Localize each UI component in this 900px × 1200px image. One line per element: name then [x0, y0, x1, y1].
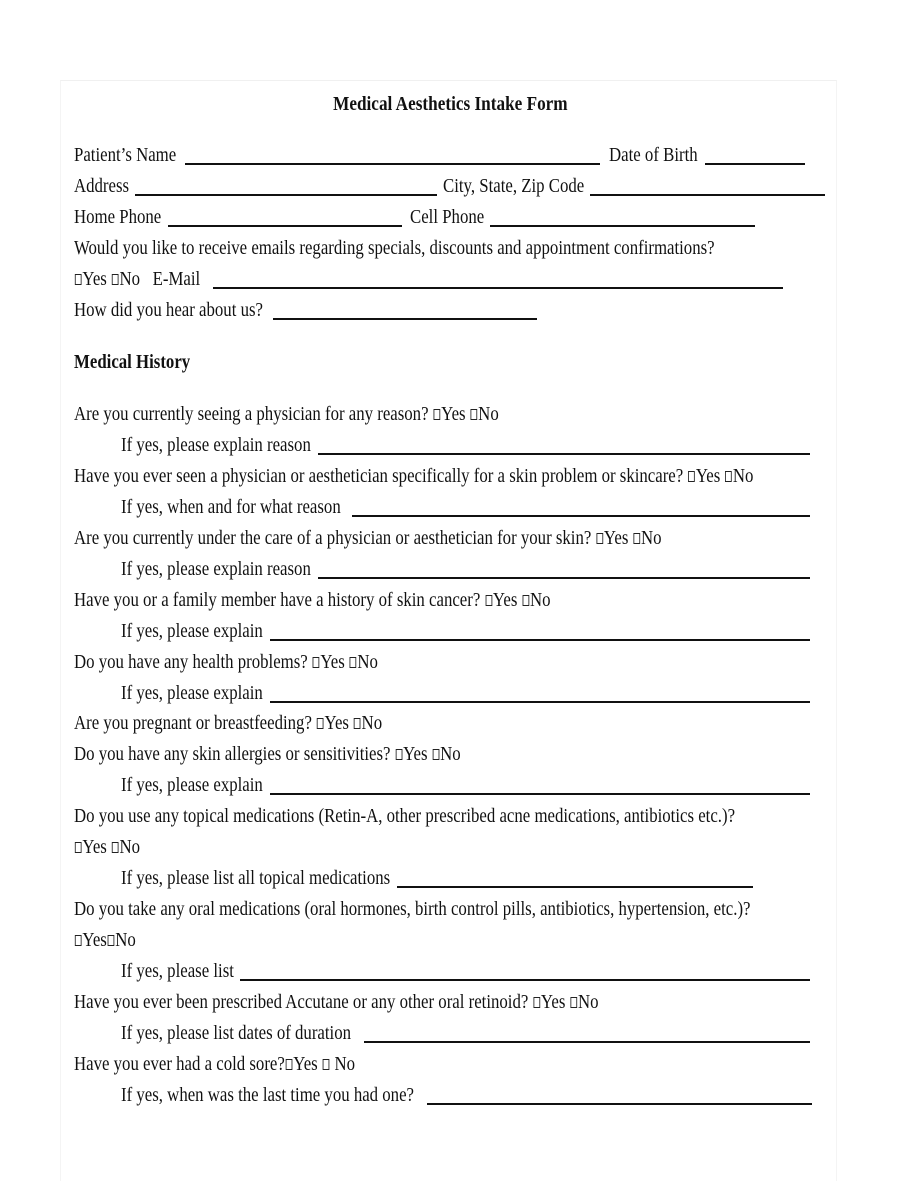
q8-options: Yes No [74, 835, 140, 859]
question-5: Do you have any health problems? Yes No [74, 651, 378, 673]
q11-followup-label: If yes, when was the last time you had one? [121, 1084, 414, 1106]
q10-no-checkbox[interactable] [570, 997, 577, 1008]
question-4: Have you or a family member have a history of skin cancer? Yes No [74, 589, 551, 611]
q11-yes-checkbox[interactable] [286, 1059, 293, 1070]
q1-no-checkbox[interactable] [471, 409, 478, 420]
q4-followup-label: If yes, please explain [121, 620, 263, 642]
q11-no-checkbox[interactable] [323, 1059, 330, 1070]
question-3: Are you currently under the care of a physician or aesthetician for your skin? Yes No [74, 527, 662, 549]
question-1: Are you currently seeing a physician for any reason? Yes No [74, 403, 499, 425]
q8-yes-checkbox[interactable] [75, 842, 82, 853]
q2-no-checkbox[interactable] [725, 471, 732, 482]
home-phone-label: Home Phone [74, 206, 162, 228]
q3-followup-label: If yes, please explain reason [121, 558, 311, 580]
q5-yes-checkbox[interactable] [313, 657, 320, 668]
email-no-checkbox[interactable] [112, 274, 119, 285]
question-9: Do you take any oral medications (oral hormones, birth control pills, antibiotics, hypertension, etc.)? [74, 898, 751, 920]
q11-followup-field[interactable] [427, 1103, 812, 1105]
q5-no-checkbox[interactable] [350, 657, 357, 668]
q9-yes-checkbox[interactable] [75, 935, 82, 946]
city-state-zip-field[interactable] [590, 194, 825, 196]
q7-no-checkbox[interactable] [433, 749, 440, 760]
q2-followup-field[interactable] [352, 515, 810, 517]
cell-phone-field[interactable] [490, 225, 755, 227]
cell-phone-label: Cell Phone [410, 206, 485, 228]
q2-yes-checkbox[interactable] [688, 471, 695, 482]
q10-yes-checkbox[interactable] [533, 997, 540, 1008]
medical-history-heading: Medical History [74, 351, 191, 373]
q9-followup-field[interactable] [240, 979, 810, 981]
q3-yes-checkbox[interactable] [596, 533, 603, 544]
q3-no-checkbox[interactable] [633, 533, 640, 544]
q9-no-checkbox[interactable] [108, 935, 115, 946]
question-8: Do you use any topical medications (Retin-A, other prescribed acne medications, antibiotics etc.)? [74, 805, 736, 827]
address-field[interactable] [135, 194, 437, 196]
q9-followup-label: If yes, please list [121, 960, 234, 982]
hear-about-label: How did you hear about us? [74, 299, 263, 321]
email-field[interactable] [213, 287, 783, 289]
q2-followup-label: If yes, when and for what reason [121, 496, 341, 518]
q6-no-checkbox[interactable] [354, 718, 361, 729]
q10-followup-field[interactable] [364, 1041, 810, 1043]
hear-about-field[interactable] [273, 318, 537, 320]
q8-no-checkbox[interactable] [112, 842, 119, 853]
address-label: Address [74, 175, 130, 197]
dob-label: Date of Birth [609, 144, 698, 166]
q1-followup-field[interactable] [318, 453, 810, 455]
q10-followup-label: If yes, please list dates of duration [121, 1022, 352, 1044]
q8-followup-label: If yes, please list all topical medications [121, 867, 391, 889]
q4-followup-field[interactable] [270, 639, 810, 641]
dob-field[interactable] [705, 163, 805, 165]
question-11: Have you ever had a cold sore? Yes No [74, 1053, 356, 1075]
q7-yes-checkbox[interactable] [396, 749, 403, 760]
q7-followup-label: If yes, please explain [121, 774, 263, 796]
question-7: Do you have any skin allergies or sensitivities? Yes No [74, 743, 461, 765]
email-yes-checkbox[interactable] [75, 274, 82, 285]
email-optin-row: Yes No E-Mail [74, 267, 200, 291]
q8-followup-field[interactable] [397, 886, 753, 888]
home-phone-field[interactable] [168, 225, 402, 227]
question-2: Have you ever seen a physician or aesthetician specifically for a skin problem or skincare? Yes No [74, 465, 754, 487]
city-state-zip-label: City, State, Zip Code [443, 175, 585, 197]
email-question: Would you like to receive emails regarding specials, discounts and appointment confirmations? [74, 237, 715, 259]
q4-yes-checkbox[interactable] [485, 595, 492, 606]
email-label: E-Mail [152, 268, 201, 290]
patient-name-field[interactable] [185, 163, 600, 165]
q4-no-checkbox[interactable] [522, 595, 529, 606]
patient-name-label: Patient’s Name [74, 144, 177, 166]
q1-followup-label: If yes, please explain reason [121, 434, 311, 456]
q6-yes-checkbox[interactable] [317, 718, 324, 729]
question-10: Have you ever been prescribed Accutane or any other oral retinoid? Yes No [74, 991, 599, 1013]
question-6: Are you pregnant or breastfeeding? Yes No [74, 712, 383, 734]
q1-yes-checkbox[interactable] [434, 409, 441, 420]
q3-followup-field[interactable] [318, 577, 810, 579]
q7-followup-field[interactable] [270, 793, 810, 795]
form-title: Medical Aesthetics Intake Form [332, 93, 568, 115]
q5-followup-label: If yes, please explain [121, 682, 263, 704]
q9-options: Yes No [74, 928, 136, 952]
q5-followup-field[interactable] [270, 701, 810, 703]
